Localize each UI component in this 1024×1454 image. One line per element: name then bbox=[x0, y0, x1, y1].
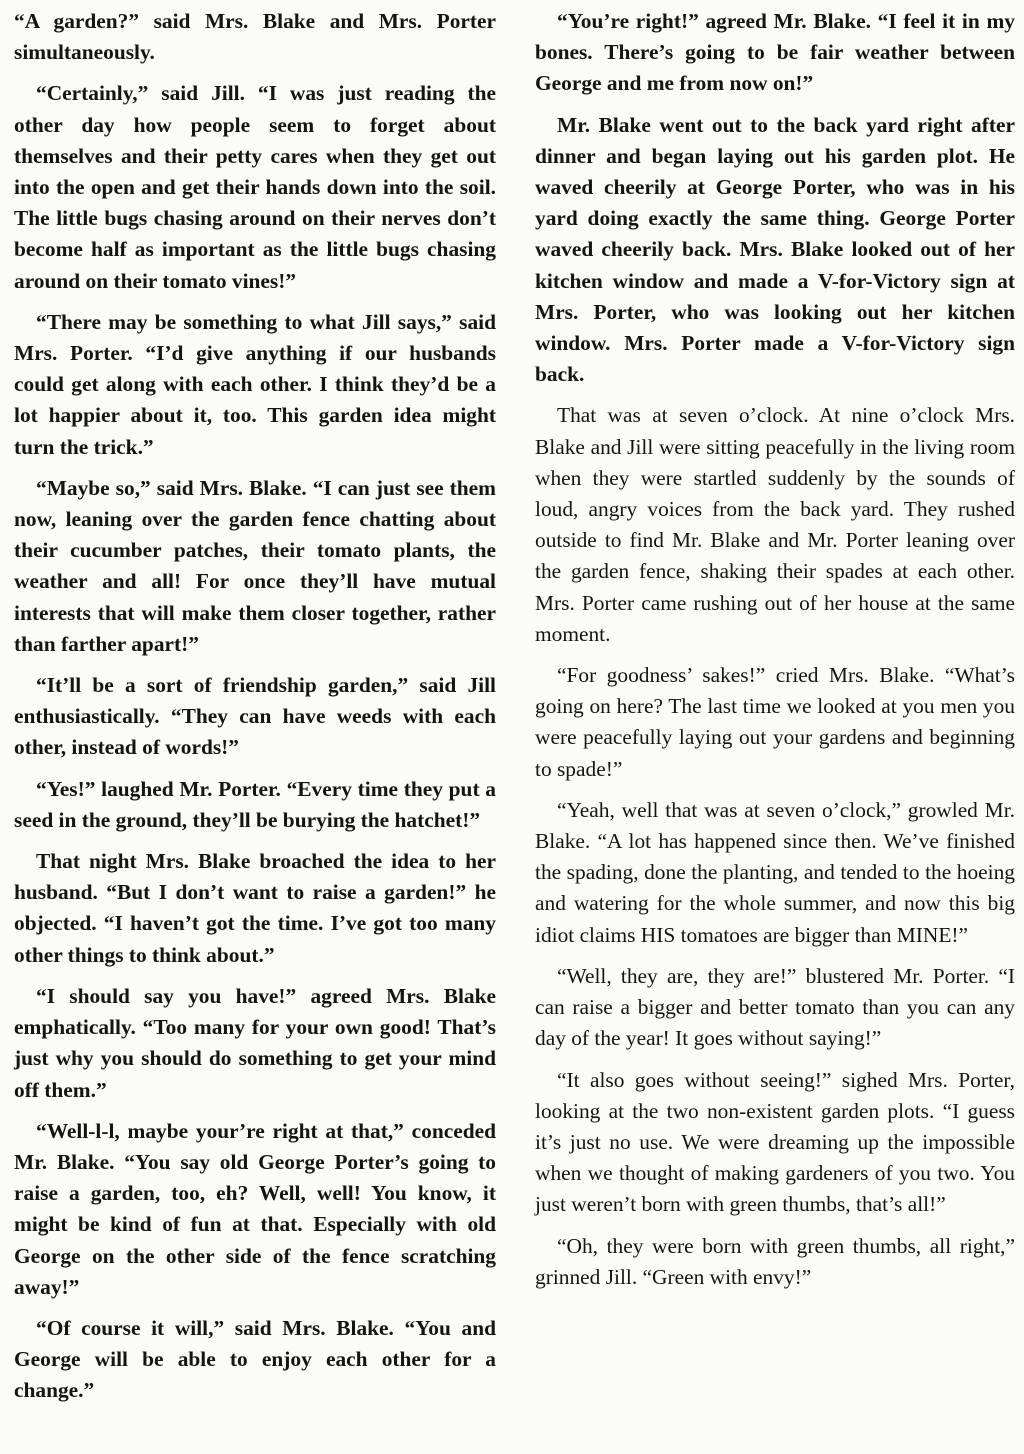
paragraph: “Well, they are, they are!” blustered Mr. Porter. “I can raise a bigger and better tomato than you can any day of the year! It goes without saying!” bbox=[535, 963, 1015, 1051]
paragraph: “Well-l-l, maybe your’re right at that,” conceded Mr. Blake. “You say old George Porter’s going to raise a garden, too, eh? Well, well! You know, it might be kind of fun at that. Especially with old George on the other side of the fence scratching away!” bbox=[14, 1118, 496, 1299]
paragraph: “It’ll be a sort of friendship garden,” said Jill enthusiastically. “They can have weeds with each other, instead of words!” bbox=[14, 673, 496, 760]
paragraph: “You’re right!” agreed Mr. Blake. “I feel it in my bones. There’s going to be fair weather between George and me from now on!” bbox=[535, 9, 1015, 96]
paragraph: “Oh, they were born with green thumbs, all right,” grinned Jill. “Green with envy!” bbox=[535, 1233, 1015, 1289]
paragraph: “For goodness’ sakes!” cried Mrs. Blake. “What’s going on here? The last time we looked at you men you were peacefully laying out your gardens and beginning to spade!” bbox=[535, 663, 1015, 781]
paragraph: “Of course it will,” said Mrs. Blake. “You and George will be able to enjoy each other for a change.” bbox=[14, 1315, 496, 1403]
paragraph: “There may be something to what Jill says,” said Mrs. Porter. “I’d give anything if our husbands could get along with each other. I think they’d be a lot happier about it, too. This garden idea might turn the trick.” bbox=[14, 309, 496, 459]
paragraph: “It also goes without seeing!” sighed Mrs. Porter, looking at the two non-existent garden plots. “I guess it’s just no use. We were dreaming up the impossible when we thought of making gardeners of you two. You just weren’t born with green thumbs, that’s all!” bbox=[535, 1067, 1015, 1217]
paragraph: “Certainly,” said Jill. “I was just reading the other day how people seem to forget about themselves and their petty cares when they get out into the open and get their hands down into the soil. The little bugs chasing around on their nerves don’t become half as important as the little bugs chasing around on their tomato vines!” bbox=[14, 81, 496, 293]
paragraph: “Maybe so,” said Mrs. Blake. “I can just see them now, leaning over the garden fence chatting about their cucumber patches, their tomato plants, the weather and all! For once they’ll have mutual interests that will make them closer together, rather than farther apart!” bbox=[14, 475, 496, 656]
paragraph: “I should say you have!” agreed Mrs. Blake emphatically. “Too many for your own good! That’s just why you should do something to get your mind off them.” bbox=[14, 983, 496, 1102]
paragraph: That was at seven o’clock. At nine o’clock Mrs. Blake and Jill were sitting peacefully in the living room when they were startled suddenly by the sounds of loud, angry voices from the back yard. They rushed outside to find Mr. Blake and Mr. Porter leaning over the garden fence, shaking their spades at each other. Mrs. Porter came rushing out of her house at the same moment. bbox=[535, 403, 1015, 646]
paragraph: “A garden?” said Mrs. Blake and Mrs. Porter simultaneously. bbox=[14, 9, 496, 65]
left-text-column bbox=[14, 6, 496, 1417]
paragraph: “Yeah, well that was at seven o’clock,” growled Mr. Blake. “A lot has happened since then. We’ve finished the spading, done the planting, and tended to the hoeing and watering for the whole summer, and now this big idiot claims HIS tomatoes are bigger than MINE!” bbox=[535, 797, 1015, 947]
paragraph: That night Mrs. Blake broached the idea to her husband. “But I don’t want to raise a garden!” he objected. “I haven’t got the time. I’ve got too many other things to think about.” bbox=[14, 849, 496, 967]
column-gutter bbox=[514, 0, 516, 1454]
paragraph: “Yes!” laughed Mr. Porter. “Every time they put a seed in the ground, they’ll be burying the hatchet!” bbox=[14, 776, 496, 832]
right-text-column bbox=[535, 6, 1015, 1303]
paragraph: Mr. Blake went out to the back yard right after dinner and began laying out his garden plot. He waved cheerily at George Porter, who was in his yard doing exactly the same thing. George Porter waved cheerily back. Mrs. Blake looked out of her kitchen window and made a V-for-Victory sign at Mrs. Porter, who was looking out her kitchen window. Mrs. Porter made a V-for-Victory sign back. bbox=[535, 112, 1015, 387]
